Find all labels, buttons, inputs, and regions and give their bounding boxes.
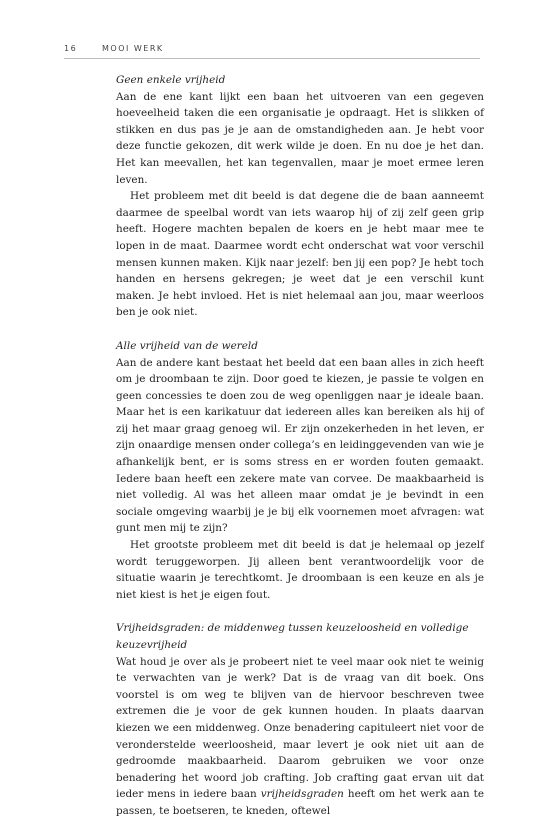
page-body [116,72,484,837]
paragraph: Het probleem met dit beeld is dat degene die de baan aanneemt daarmee de speelbal wordt van iets waarop hij of zij zelf geen grip heeft. Hogere machten bepalen de koers en je hebt maar mee te lopen in de maat. Daarmee wordt echt onderschat wat voor verschil mensen kunnen maken. Kijk naar jezelf: ben jij een pop? Je hebt toch handen en hersens gekregen; je weet dat je een verschil kunt maken. Je hebt invloed. Het is niet helemaal aan jou, maar weerloos ben je ook niet. [116,190,484,319]
section-heading: Vrijheidsgraden: de middenweg tussen keuzeloosheid en volledige keuzevrijheid [116,622,469,651]
emphasis-term: vrijheidsgraden [260,788,344,801]
section-vrijheidsgraden [116,620,484,819]
section-heading: Alle vrijheid van de wereld [116,339,258,352]
paragraph-text-continued: heeft om het werk aan te passen, te boetseren, te kneden, oftewel [116,788,484,817]
page-header [64,40,480,59]
paragraph: Aan de andere kant bestaat het beeld dat een baan alles in zich heeft om je droombaan te zijn. Door goed te kiezen, je passie te volgen en geen concessies te doen zou de weg openliggen naar je ideale baan. Maar het is een karikatuur dat iedereen alles kan bereiken als hij of zij het maar graag genoeg wil. Er zijn onzekerheden in het leven, er zijn onaardige mensen onder collega’s en leidinggevenden van wie je afhankelijk bent, er is soms stress en er worden fouten gemaakt. Iedere baan heeft een zekere mate van corvee. De maakbaarheid is niet volledig. Al was het alleen maar omdat je je bevindt in een sociale omgeving waarbij je je bij elk voornemen moet afvragen: wat gunt men mij te zijn? [116,356,484,535]
paragraph-text: Wat houd je over als je probeert niet te veel maar ook niet te weinig te verwachten van je werk? Dat is de vraag van dit boek. Ons voorstel is om weg te blijven van de hiervoor beschreven twee extremen die je voor de gek kunnen houden. In plaats daarvan kiezen we een middenweg. Onze benadering capituleert niet voor de veronderstelde weerloosheid, maar levert je ook niet uit aan de gedroomde maakbaarheid. Daarom gebruiken we voor onze benadering het woord job crafting. Job crafting gaat ervan uit dat ieder mens in iedere baan [116,655,484,801]
section-alle-vrijheid [116,338,484,604]
running-title: MOOI WERK [102,44,164,53]
section-heading: Geen enkele vrijheid [116,74,226,86]
page-number: 16 [64,44,78,53]
paragraph [116,654,484,820]
paragraph: Aan de ene kant lijkt een baan het uitvoeren van een gegeven hoeveelheid taken die een organisatie je opdraagt. Het is slikken of stikken en dus pas je je aan de omstandigheden aan. Je hebt voor deze functie gekozen, dit werk wilde je doen. En nu doe je het dan. Het kan meevallen, het kan tegenvallen, maar je moet ermee leren leven. [116,90,484,186]
paragraph: Het grootste probleem met dit beeld is dat je helemaal op jezelf wordt teruggeworpen. Jij alleen bent verantwoordelijk voor de situatie waarin je terechtkomt. Je droombaan is een keuze en als je niet kiest is het je eigen fout. [116,539,484,601]
section-geen-enkele-vrijheid [116,72,484,321]
